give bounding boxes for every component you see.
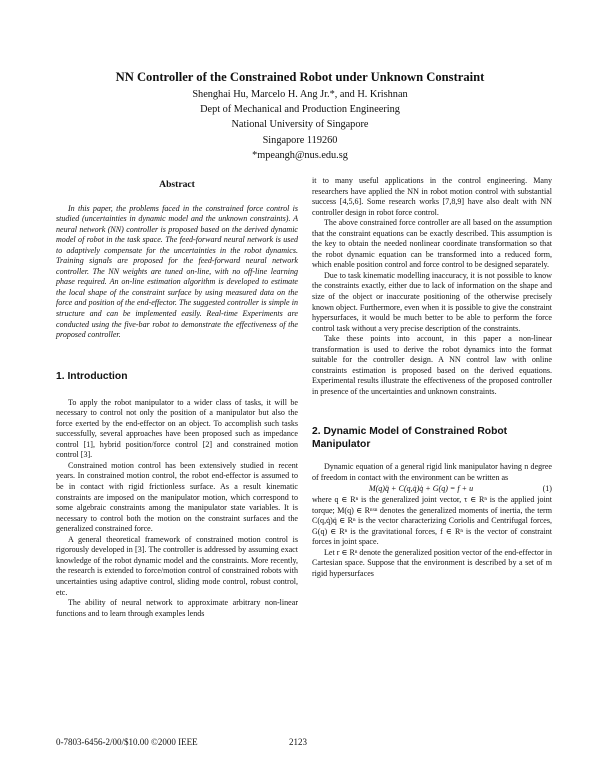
model-intro-paragraph: Dynamic equation of a general rigid link manipulator having n degree of freedom in contact with the environment can be written as	[312, 462, 552, 483]
abstract-heading: Abstract	[159, 179, 195, 190]
intro-paragraph: A general theoretical framework of constrained motion control is rigorously developed in [3]. The controller is addressed by assuming exact knowledge of the robot dynamic model and the constraints. More recently, the research is extended to force/motion control of constrained robots with uncertainties using adaptive control, sliding mode control, robust control, etc.	[56, 534, 298, 597]
paper-title: NN Controller of the Constrained Robot under Unknown Constraint	[115, 70, 485, 84]
abstract-text: In this paper, the problems faced in the constrained force control is studied (uncertainties in dynamic model and the unknown constraints). A neural network (NN) controller is proposed based on the derived dynamic model of robot in the task space. The feed-forward neural network is used to adaptively compensate for the uncertainties in the robot dynamics. Training signals are proposed for the feed-forward neural network controller. The NN weights are tuned on-line, with no off-line learning phase required. An on-line estimation algorithm is developed to estimate the local shape of the constraint surface by using measured data on the force and position of the end-effector. The suggested controller is simple in structure and can be implemented easily. Real-time Experiments are conducted using the five-bar robot to demonstrate the effectiveness of the proposed controller.	[56, 203, 298, 340]
intro-paragraph: Due to task kinematic modelling inaccuracy, it is not possible to know the constraints exactly, either due to lack of information on the shape and size of the object or inaccurate positioning of the otherwise precisely known object. Furthermore, even when it is possible to give the constraint hypersurfaces, it would be much better to be able to perform the force control task without a very precise description of the constraints.	[312, 270, 552, 333]
intro-paragraph: To apply the robot manipulator to a wider class of tasks, it will be necessary to control not only the position of a manipulator but also the force exerted by the end-effector on an object. To accomplish such tasks successfully, several approaches have been proposed such as impedance control [1], hybrid position/force control [2] and constrained motion control [3].	[56, 397, 298, 460]
author-email: *mpeangh@nus.edu.sg	[252, 150, 348, 161]
affiliation-dept: Dept of Mechanical and Production Engineering	[200, 104, 400, 115]
footer-copyright: 0-7803-6456-2/00/$10.00 ©2000 IEEE	[56, 737, 198, 747]
equation-1-body: M(q)q̈ + C(q,q̇)q̇ + G(q) = f + u	[368, 483, 474, 493]
right-column	[312, 176, 552, 580]
footer-page-number: 2123	[289, 737, 307, 747]
equation-1-where: where q ∈ Rⁿ is the generalized joint vector, τ ∈ Rⁿ is the applied joint torque; M(q) ∈ Rⁿˣⁿ denotes the generalized moments of inertia, the term C(q,q̇)q̇ ∈ Rⁿ is the vector characterizing Coriolis and Centrifugal forces, G(q) ∈ Rⁿ is the gravitational forces, f ∈ Rⁿ is the vector of constraint forces in joint space.	[312, 495, 552, 547]
left-column	[56, 176, 298, 619]
equation-1	[312, 484, 552, 495]
section-heading-introduction: 1. Introduction	[56, 370, 128, 382]
intro-paragraph: The above constrained force controller are all based on the assumption that the constraint equations can be exactly described. This assumption is the key to obtain the needed nonlinear coordinate transformation so that the robot dynamic equation can be transformed into a reduced form, which enable position control and force control to be designed separately.	[312, 218, 552, 270]
intro-continued-paragraph: it to many useful applications in the control engineering. Many researchers have applied the NN in robot motion control with substantial success [4,5,6]. Some research works [7,8,9] have also dealt with NN controller design in robot force control.	[312, 176, 552, 217]
model-paragraph: Let r ∈ Rⁿ denote the generalized position vector of the end-effector in Cartesian space. Suppose that the environment is described by a set of m rigid hypersurfaces	[312, 547, 552, 578]
authors: Shenghai Hu, Marcelo H. Ang Jr.*, and H. Krishnan	[192, 89, 408, 100]
intro-paragraph: Constrained motion control has been extensively studied in recent years. In constrained motion control, the robot end-effector is assumed to be in contact with rigid frictionless surface. As a result kinematic constraints are imposed on the manipulator motion, which correspond to some algebraic constraints among the manipulator state variables. It is necessary to control both the motion on the constraint surfaces and the generalized constrained force.	[56, 460, 298, 534]
affiliation-university: National University of Singapore	[231, 119, 369, 130]
equation-1-number: (1)	[542, 483, 552, 493]
intro-paragraph: Take these points into account, in this paper a non-linear transformation is used to derive the robot dynamics into the format suitable for the controller design. A NN control law with online constraints estimation is proposed based on the derived equations. Experimental results illustrate the effectiveness of the proposed controller in presence of the uncertainties and unknown constraints.	[312, 334, 552, 396]
affiliation-city: Singapore 119260	[262, 135, 338, 146]
intro-paragraph: The ability of neural network to approximate arbitrary non-linear functions and to learn through examples lends	[56, 598, 298, 618]
section-heading-dynamic-model: 2. Dynamic Model of Constrained Robot Manipulator	[312, 426, 508, 451]
